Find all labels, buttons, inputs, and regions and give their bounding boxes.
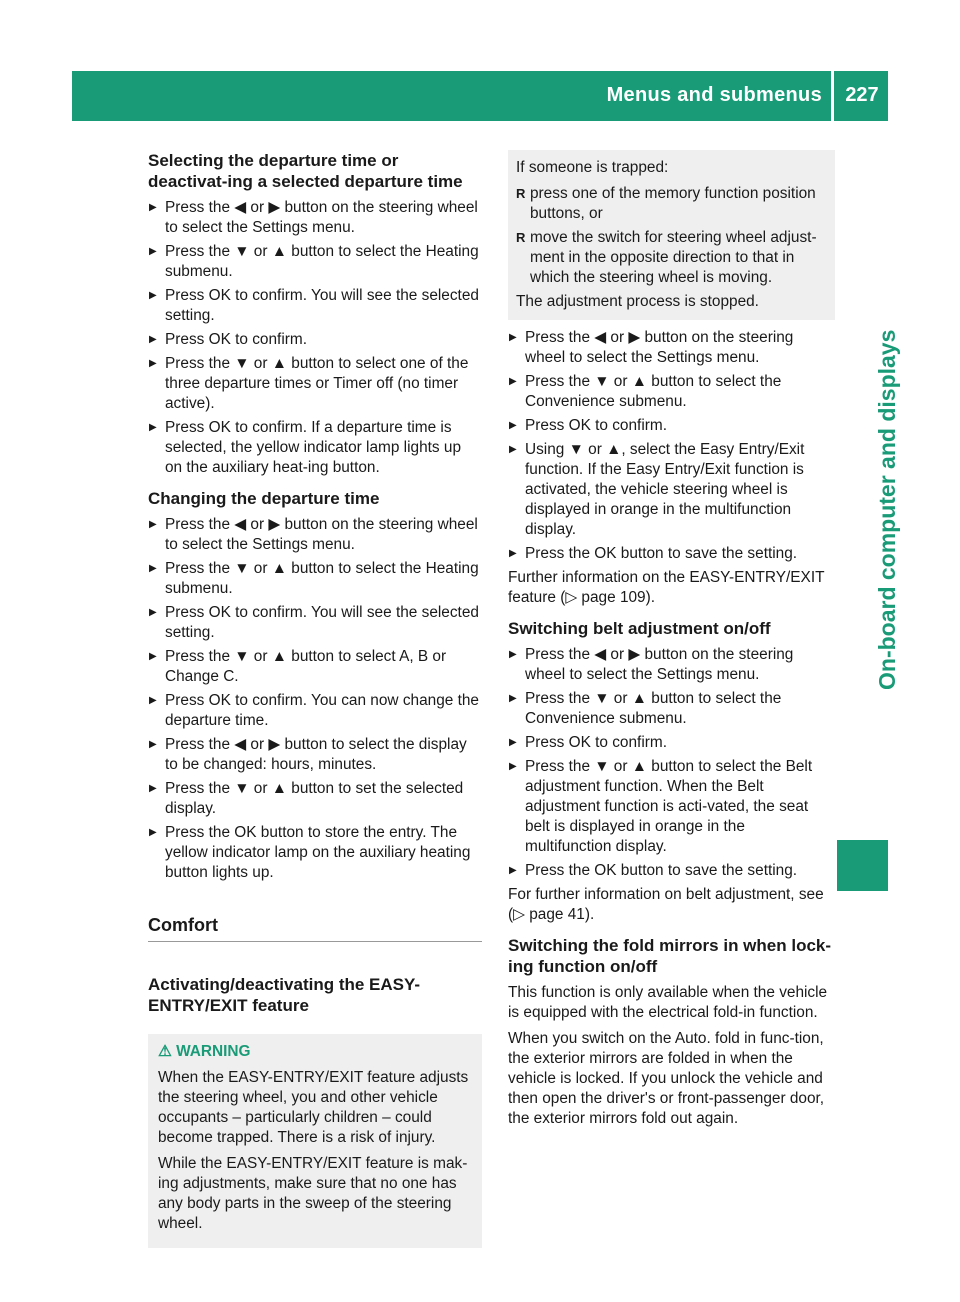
instruction-step: ▶ Press the ▼ or ▲ button to select one of the three departure times or Timer off (no timer active). <box>148 354 482 414</box>
instruction-step: ▶ Using ▼ or ▲, select the Easy Entry/Exit function. If the Easy Entry/Exit function is activated, the vehicle steering wheel is displayed in orange in the multifunction display. <box>508 440 835 540</box>
section-heading-change: Changing the departure time <box>148 489 380 508</box>
trapped-end: The adjustment process is stopped. <box>516 293 759 310</box>
instruction-step: ▶ Press the ▼ or ▲ button to select the Convenience submenu. <box>508 689 835 729</box>
warning-title: WARNING <box>176 1043 251 1060</box>
instruction-step: ▶ Press the OK button to save the setting. <box>508 544 835 564</box>
instruction-step: ▶ Press the OK button to store the entry. The yellow indicator lamp on the auxiliary heating button lights up. <box>148 823 482 883</box>
warning-text-1: When the EASY-ENTRY/EXIT feature adjusts the steering wheel, you and other vehicle occupants – particularly children – could become trapped. There is a risk of injury. <box>158 1069 469 1146</box>
side-tab-marker <box>837 840 888 891</box>
side-tab-title: On-board computer and displays <box>874 329 900 690</box>
instruction-step: ▶ Press OK to confirm. You will see the selected setting. <box>148 286 482 326</box>
fold-mirrors-text-2: When you switch on the Auto. fold in func-tion, the exterior mirrors are folded in when the vehicle is locked. If you unlock the vehicle and then open the driver's or front-passenger door, the exterior mirrors fold out again. <box>508 1030 825 1127</box>
instruction-step: ▶ Press the ▼ or ▲ button to select the Heating submenu. <box>148 242 482 282</box>
header-separator <box>831 71 834 121</box>
instruction-step: ▶ Press the ▼ or ▲ button to select the Belt adjustment function. When the Belt adjustment function is acti-vated, the seat belt is displayed in orange in the multifunction display. <box>508 757 835 857</box>
instruction-step: ▶ Press the OK button to save the setting. <box>508 861 835 881</box>
section-heading-departure: Selecting the departure time or deactivat-ing a selected departure time <box>148 151 463 191</box>
step-list-easy-entry <box>508 328 835 564</box>
trapped-box <box>508 150 835 320</box>
section-heading-belt: Switching belt adjustment on/off <box>508 619 771 638</box>
instruction-step: ▶ Press the ◀ or ▶ button on the steering wheel to select the Settings menu. <box>148 515 482 555</box>
instruction-step: ▶ Press the ▼ or ▲ button to select the Heating submenu. <box>148 559 482 599</box>
instruction-step: ▶ Press OK to confirm. <box>508 416 835 436</box>
instruction-step: ▶ Press OK to confirm. <box>148 330 482 350</box>
instruction-step: ▶ Press OK to confirm. You will see the selected setting. <box>148 603 482 643</box>
instruction-step: ▶ Press the ▼ or ▲ button to select the Convenience submenu. <box>508 372 835 412</box>
comfort-heading: Comfort <box>148 915 218 935</box>
section-heading-easy-entry: Activating/deactivating the EASY-ENTRY/EXIT feature <box>148 975 421 1015</box>
comfort-heading-block <box>148 915 482 942</box>
left-column <box>148 150 482 1248</box>
instruction-step: ▶ Press the ▼ or ▲ button to select A, B or Change C. <box>148 647 482 687</box>
warning-text-2: While the EASY-ENTRY/EXIT feature is mak-ing adjustments, make sure that no one has any body parts in the sweep of the steering wheel. <box>158 1155 468 1232</box>
instruction-step: ▶ Press the ◀ or ▶ button on the steering wheel to select the Settings menu. <box>508 328 835 368</box>
instruction-step: ▶ Press the ◀ or ▶ button on the steering wheel to select the Settings menu. <box>508 645 835 685</box>
section-heading-fold-mirrors: Switching the fold mirrors in when lock-ing function on/off <box>508 936 832 976</box>
right-column <box>508 150 835 1135</box>
trapped-intro: If someone is trapped: <box>516 159 669 176</box>
instruction-step: ▶ Press OK to confirm. If a departure time is selected, the yellow indicator lamp lights up on the auxiliary heat-ing button. <box>148 418 482 478</box>
warning-title-row <box>158 1042 472 1062</box>
instruction-step: ▶ Press the ◀ or ▶ button on the steering wheel to select the Settings menu. <box>148 198 482 238</box>
step-list-belt <box>508 645 835 881</box>
step-list-departure <box>148 198 482 478</box>
warning-icon: ⚠ <box>158 1043 172 1060</box>
warning-box <box>148 1034 482 1248</box>
instruction-step: ▶ Press the ◀ or ▶ button to select the display to be changed: hours, minutes. <box>148 735 482 775</box>
instruction-step: ▶ Press OK to confirm. <box>508 733 835 753</box>
instruction-step: ▶ Press the ▼ or ▲ button to set the selected display. <box>148 779 482 819</box>
page-header-title: Menus and submenus <box>606 84 822 106</box>
easy-entry-further-info: Further information on the EASY-ENTRY/EXIT feature (▷ page 109). <box>508 569 825 606</box>
instruction-step: ▶ Press OK to confirm. You can now change the departure time. <box>148 691 482 731</box>
trapped-bullet-2: R move the switch for steering wheel adjust-ment in the opposite direction to that in which the steering wheel is moving. <box>516 228 827 288</box>
side-tab <box>842 220 900 700</box>
page-number: 227 <box>845 84 879 106</box>
trapped-bullet-1: R press one of the memory function position buttons, or <box>516 184 827 224</box>
step-list-change <box>148 515 482 883</box>
belt-further-info: For further information on belt adjustment, see (▷ page 41). <box>508 886 824 923</box>
fold-mirrors-text-1: This function is only available when the vehicle is equipped with the electrical fold-in function. <box>508 984 828 1021</box>
